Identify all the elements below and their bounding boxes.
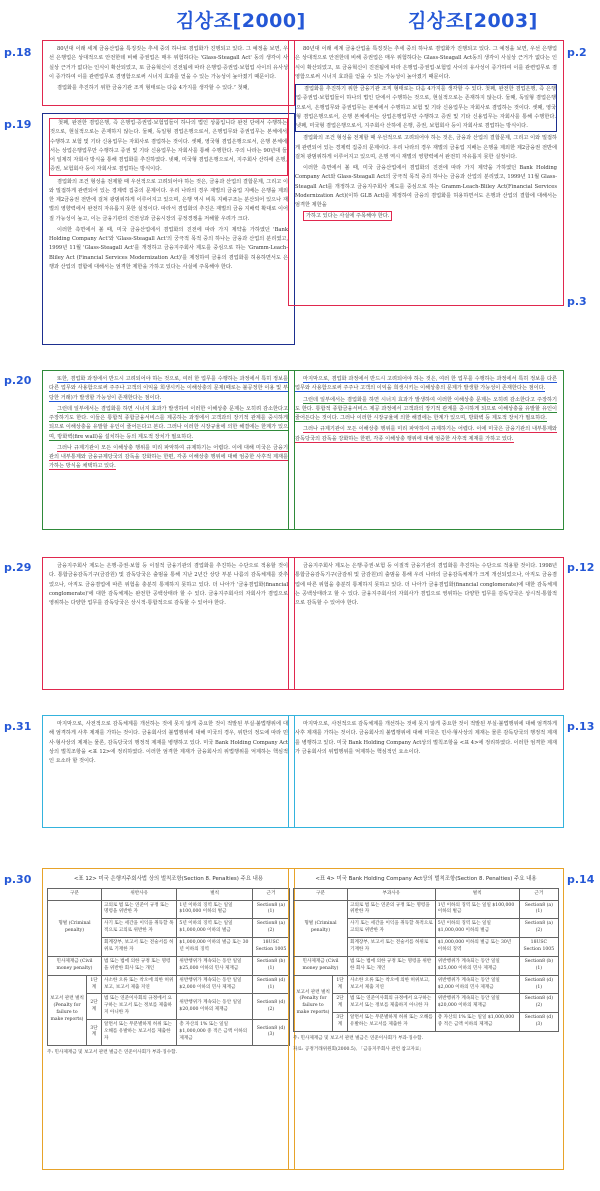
col-header: 벌칙: [435, 888, 519, 900]
penalty-table-right: [293, 888, 559, 1032]
table-cell: 총 자산의 1% 또는 일일 $1,000,000 중 적은 금액 이하의 제재금: [435, 1013, 519, 1032]
right-text-block-p3b: [288, 370, 564, 530]
col-header: 구분: [294, 888, 348, 900]
table-row: [294, 956, 559, 975]
table-cell: 형벌 (Criminal penalty): [294, 900, 348, 956]
table-cell: Section8 (b)(1): [519, 956, 558, 975]
table-cell: 1단계: [333, 975, 348, 994]
table-cell: 3단계: [87, 1020, 102, 1046]
table-cell: 사기 또는 세간을 이익을 취득할 목적으로 고의로 위반한 자: [102, 919, 177, 938]
page-label-p14: p.14: [567, 873, 595, 886]
table-row: [48, 975, 290, 994]
paragraph: [49, 375, 288, 403]
table-cell: 1년 이하의 징역 또는 일일 $100,000 이하의 벌금: [177, 900, 252, 919]
table-title: <표 12> 미국 은행지주회사법 상의 벌칙조항(Section 8. Penalties) 주요 내용: [73, 876, 264, 882]
table-cell: 위반행위가 계속되는 동안 일일 $20,000 이하의 제재금: [177, 994, 252, 1020]
paragraph: 겸업화의 조건 형성을 전제할 때 우선적으로 고려되어야 하는 것은, 금융과 산업의 결합문제, 그리고 이와 밀접하게 관련되어 있는 경제력 집중의 문제이다. 우리 나라의 경우 재벌의 금융업 지배는 은행을 제외한 제2금융권 전반에 걸쳐 광범위하게 이루어지고 있으며, 은행 역시 비록 지배구조는 분산되어 있으나 재벌의 영향력에서 완전히 자유롭지 못한 실정이다. 따라서 겸업화의 추진은 재벌의 금융 지배력 확대로 이어질 가능성이 높고, 이는 금융기관의 건전성과 금융시장의 공정경쟁을 저해할 우려가 크다.: [49, 178, 288, 222]
page-label-p18: p.18: [4, 46, 32, 59]
table-cell: Section8 (d)(3): [519, 1013, 558, 1032]
page-label-p30: p.30: [4, 873, 32, 886]
table-cell: 1단계: [87, 975, 102, 994]
table-header-row: [294, 888, 559, 900]
table-cell: Section8 (b)(1): [252, 956, 289, 975]
col-header: 위반사유: [102, 888, 177, 900]
paragraph-highlighted: 첫째, 완전한 겸업은행, 즉 은행업·증권업·보험업들이 하나의 법인 상품입니다 완전 단에서 수행하는 것으로, 현실적으로는 존재하지 않는다. 둘째, 독일형 겸업은행으로서, 은행업무와 증권업무는 본체에서 수행하고 보험 및 기타 신용업무는 자회사로 겸업하는 것이다. 셋째, 영국형 겸업은행으로서, 은행 본체에서는 상업은행업무만 수행하고 증권 및 기타 신용업무는 자회사를 통해 수행한다. 주의 나라는 90년대 들어 일제히 자회사 방식을 통해 겸업화를 추진하였다. 넷째, 미국형 겸업은행으로서, 지주회사 산하에 은행, 증권, 보험회사 등이 자회사로 겸업하는 방식이다.: [49, 118, 288, 176]
table-cell: 형벌 (Criminal penalty): [48, 900, 102, 956]
table-cell: 위반행위가 계속되는 동안 일일 $25,000 이하의 민사 제재금: [177, 956, 252, 975]
page-label-p31: p.31: [4, 720, 32, 733]
table-cell: $1,000,000 이하의 벌금 또는 30년 이하의 징역: [435, 938, 519, 957]
left-text-block-p31: [42, 715, 295, 828]
page-label-p19: p.19: [4, 118, 32, 131]
table-cell: 3단계: [333, 1013, 348, 1032]
paragraph-tail: [295, 212, 557, 221]
table-cell: Section8 (d)(2): [519, 994, 558, 1013]
underlined-text: 마지막으로, 겸업화 과정에서 반드시 고려되어야 하는 것은, 여러 한 업무를 수행하는 과정에서 특히 정보를 다른 업무와 사용함으로써 주주나 고객의 이익을 희생시키는 이해상충의 문제가 발생할 가능성이 존재한다는 점이다.: [295, 376, 557, 392]
right-text-block-p2: [288, 40, 564, 306]
table-cell: 1년 이하의 징역 또는 일일 $100,000 이하의 벌금: [435, 900, 519, 919]
paragraph: 80년대 이래 세계 금융산업을 특징짓는 추세 중의 하나로 겸업화가 진행되고 있다. 그 예정을 보면, 우선 은행업은 상대적으로 안전한데 비해 증권업은 매우 위험하다는 Glass-Steagall Act동의 생각이 사실상 근거가 없다는 인식이 확산되었고, 또 금융혁신이 진전됨에 따라 은행업·증권업·보험업 사이의 유사성이 증가하여 이를 관련업무로 겸영함으로써 시너지 효과를 얻을 수 있는 가능성이 높아졌기 때문이다.: [295, 46, 557, 80]
paragraph: 금융지주회사 제도는 은행·증권·보험 등 이질적 금융기관의 겸업화를 추진하는 수단으로 적용할 것이다. 1998년 통합금융감독기구(금감위 및 금감원)의 출범을 통해 우리 나라의 금융감독체계가 크게 개선되었으나, 아직도 금융겸업에 따른 위험을 충분히 통제하지 못하고 있다. 더 나아가 금융겸업화(financial conglomerate)에 대한 감독체계는 공백상태라고 할 수 있다. 금융지주회사의 자회사가 겸업으로 영위하는 다양한 업무를 감독당국은 상시적·통합적으로 감독할 수 있어야 한다.: [295, 563, 557, 606]
paragraph-highlighted: 겸업화를 추진하기 위한 금융기관 조직 형태로는 다음 4가지를 생각할 수 있다. 첫째, 완전한 겸업은행, 즉 은행업·증권업·보험업들이 하나의 법인 단에서 수행하는 것으로, 현실적으로는 존재하지 않는다. 둘째, 독일형 겸업은행으로서, 은행업무와 증권업무는 본체에서 수행하고 보험 및 기타 신용업무는 자회사로 겸업하는 것이다. 셋째, 영국형 겸업은행으로서, 은행 본체에서는 상업은행업무만 수행하고 증권 및 기타 신용업무는 자회사를 통해 수행한다. 넷째, 미국형 겸업은행으로서, 지주회사 산하에 은행, 증권, 보험회사 등이 자회사로 겸업하는 방식이다.: [295, 84, 557, 132]
table-note: 주: 민사제재금 및 보고서 관련 벌금은 연준이사회가 부과·징수함.: [47, 1049, 178, 1055]
page-label-p12: p.12: [567, 561, 595, 574]
left-text-block-p18: [42, 40, 295, 106]
table-cell: 위반행위가 계속되는 동안 일일 $2,000 이하의 민사 제재금: [177, 975, 252, 994]
underlined-text: 그러나 규제기관이 모든 이해상충 행위를 미리 파악하여 규제하기는 어렵다. 이에 미국은 금융기관의 내부통제와 감독당국의 감독을 강화하는 한편, 각종 이해상충 행위에 대해 엄중한 사후적 제재를 가하고 있다.: [295, 426, 557, 442]
left-text-block-p19: [42, 113, 295, 345]
left-table-block-p30: [42, 868, 295, 1170]
paragraph: [295, 425, 557, 444]
table-row: [48, 956, 290, 975]
paragraph: 이러한 측면에서 볼 때, 미국 금융산업에서 겸업화의 진전에 따라 가지 제약을 가하였던 'Bank Holding Company Act'와 'Glass-Steagall Act'의 궁극적 목적 중의 하나는 금융과 산업의 분리였고, 1999년 11월 'Glass-Steagall Act'를 개정하고 금융지주회사 제도를 중심으로 하는 'Gramm-Leach-Bliley Act (Financial Services Modernization Act)'를 제정하여 금융의 겸업화를 허용하면서도 은행과 산업의 결합에 대해서는 엄격한 제한을 가하고 있다는 사실에 주목해야 한다.: [49, 226, 288, 270]
table-cell: Section8 (a)(2): [519, 919, 558, 938]
page-label-p3: p.3: [567, 295, 587, 308]
table-row: [294, 900, 559, 919]
table-cell: 5년 이하의 징역 또는 일일 $1,000,000 이하의 벌금: [177, 919, 252, 938]
table-cell: 사기 또는 세간을 이익을 취득할 목적으로 고의로 위반한 자: [348, 919, 436, 938]
underlined-text: 또한, 겸업화 과정에서 반드시 고려되어야 하는 것으로, 여러 한 업무를 수행하는 과정에서 특히 정보를 다른 업무와 사용함으로써 주주나 고객의 이익을 희생시키는 이해상충의 문제(때로는 불공정한 이용 및 부당한 거래)가 발생할 가능성이 존재한다는 점이다.: [49, 376, 288, 401]
table-cell: 2단계: [87, 994, 102, 1020]
paragraph: [49, 444, 288, 472]
left-text-block-p20: [42, 370, 295, 530]
underlined-text: 그런데 일부에서는 겸업화를 하면 시너지 효과가 발생하여 이러한 이해상충 문제는 오히려 감소한다고 주장하기도 한다. 통합적 종합금융서비스 제공 과정에서 고객과의 장기적 관계를 중시하게 되므로 이해상충을 유발할 유인이 줄어든다는 것이다. 그러나 이러한 시장규율에 의한 해결에는 한계가 있으며, 방화벽 등 제도적 장치가 필요하다.: [295, 396, 557, 421]
paragraph: 금융지주회사 제도는 은행·증권·보험 등 이질적 금융기관의 겸업화를 추진하는 수단으로 적용할 것이다. 통합금융감독기구(금감원) 및 감독당국은 출범을 통해 지난 2년간 상당 부분 나름의 감독체계를 갖추었으나, 아직도 금융겸업에 따른 위험을 충분히 통제하지 못하고 있다. 더 나아가 '금융겸업화(financial conglomerate)'에 대한 감독체계는 완전한 공백상태라 할 수 있다. 금융지주회사의 자회사가 겸업으로 영위하는 다양한 업무를 감독당국은 상시적·통합적으로 감독할 수 있어야 한다.: [49, 563, 288, 606]
table-cell: Section8 (a)(1): [519, 900, 558, 919]
underlined-text: 그런데 일부에서는 겸업화를 하면 시너지 효과가 발생하여 이러한 이해상충 문제는 오히려 감소한다고 주장하기도 한다. 이들은 통합적 종합금융서비스를 제공하는 과정에서 고객과의 장기적 관계를 중시하게 되므로 이해상충을 유발할 유인이 줄어든다고 본다. 그러나 이러한 시장규율에 의한 해결에는 한계가 있으며, 방화벽(fire wall)을 설치하는 등의 제도적 장치가 필요하다.: [49, 405, 288, 440]
table-cell: 18USC Section 1005: [519, 938, 558, 957]
table-row: [294, 994, 559, 1013]
table-cell: 민사제재금 (Civil money penalty): [48, 956, 102, 975]
col-header: 구분: [48, 888, 102, 900]
table-cell: 법 또는 연준이사회의 규정에서 요구하는 보고서 또는 정보를 제출하지 아니한 자: [348, 994, 436, 1013]
col-header: 부과사유: [348, 888, 436, 900]
left-text-block-p29: [42, 557, 295, 690]
paragraph: [49, 405, 288, 442]
penalty-table-left: [47, 888, 290, 1046]
paragraph: [295, 375, 557, 394]
table-cell: 2단계: [333, 994, 348, 1013]
paragraph: 마지막으로, 사전적으로 감독체계를 개선하는 것에 못지 않게 중요한 것이 적발된 부실·불법행위에 대해 엄격하게 사후 제재를 가하는 것이다. 금융회사의 불법행위에 대해 미국의 경우, 위반의 정도에 따라 민사·형사상의 제재는 물론, 감독당국의 행정적 제재를 병행하고 있다. 미국 Bank Holding Company Act상의 벌칙조항을 <표 12>에 정리하였다. 이러한 엄격한 제재가 금융회사의 위법행위를 억제하는 핵심적인 요소라 할 것이다.: [49, 721, 288, 764]
table-header-row: [48, 888, 290, 900]
table-note: 주: 민사제재금 및 보고서 관련 벌금은 연준이사회가 부과·징수함.: [293, 1035, 424, 1041]
table-row: [294, 1013, 559, 1032]
table-row: [48, 900, 290, 919]
col-header: 근거: [252, 888, 289, 900]
header-right: 김상조[2003]: [408, 10, 538, 32]
right-text-block-p12: [288, 557, 564, 690]
header-left: 김상조[2000]: [176, 10, 306, 32]
table-source: 자료: 공정거래위원회(2000.5), 「금융지주회사 관련 참고자료」: [293, 1047, 424, 1053]
table-cell: Section8 (d)(1): [252, 975, 289, 994]
table-row: [294, 975, 559, 994]
table-cell: 보고서 관련 벌칙 (Penalty for failure to make reports): [48, 975, 87, 1045]
table-cell: Section8 (d)(2): [252, 994, 289, 1020]
paragraph: [295, 396, 557, 424]
highlighted-phrase: 가하고 있다는 사실에 주목해야 한다.: [303, 211, 392, 221]
table-cell: 고의로 법 또는 연준이 규정 또는 명령을 위반한 자: [102, 900, 177, 919]
table-cell: 사소한 오류 또는 착오에 의한 허위보고, 보고서 제출 지연: [348, 975, 436, 994]
page-label-p2: p.2: [567, 46, 587, 59]
page-label-p29: p.29: [4, 561, 32, 574]
table-cell: 고의로 법 또는 연준의 규정 또는 명령을 위반한 자: [348, 900, 436, 919]
table-cell: 법 또는 법에 의한 규정 또는 명령을 위반한 회사 또는 개인: [348, 956, 436, 975]
col-header: 벌칙: [177, 888, 252, 900]
table-cell: 18USC Section 1005: [252, 938, 289, 957]
table-cell: 위반행위가 계속되는 동안 일일 $25,000 이하의 민사 제재금: [435, 956, 519, 975]
table-cell: 법 또는 연준이사회의 규정에서 요구하는 보고서 또는 정보를 제출하지 아니한 자: [102, 994, 177, 1020]
table-cell: 총 자산의 1% 또는 일일 $1,000,000 중 적은 금액 이하의 제재금: [177, 1020, 252, 1046]
right-table-block-p14: [288, 868, 564, 1170]
page-label-p20: p.20: [4, 374, 32, 387]
page-label-p13: p.13: [567, 720, 595, 733]
paragraph: 80년대 이래 세계 금융산업을 특징짓는 추세 중의 하나로 겸업화가 진행되고 있다. 그 예정을 보면, 우선 은행업은 상대적으로 안전한데 비해 증권업은 매우 위험하다는 'Glass-Steagall Act' 동의 생각이 사실상 근거가 없다는 인식이 확산되었고, 또 금융혁신이 진전됨에 따라 은행업·증권업·보험업 사이의 유사성이 증가하여 이를 관련업무로 겸영함으로써 시너지 효과를 얻을 수 있는 가능성이 높아졌기 때문이다.: [49, 46, 288, 80]
table-cell: Section8 (d)(3): [252, 1020, 289, 1046]
table-cell: 알면서 또는 무분별하게 허위 또는 오해를 유발하는 보고서를 제출한 자: [348, 1013, 436, 1032]
table-cell: 5년 이하의 징역 또는 일일 $1,000,000 이하의 벌금: [435, 919, 519, 938]
col-header: 근거: [519, 888, 558, 900]
paragraph: 마지막으로, 사전적으로 감독체계를 개선하는 것에 못지 않게 중요한 것이 적발된 부실·불법행위에 대해 엄격하게 사후 제재를 가하는 것이다. 금융회사의 불법행위에 대해 미국은 민사·형사상의 제재는 물론 감독당국의 행정적 제재를 병행하고 있다. 미국 Bank Holding Company Act상의 벌칙조항을 <표 4>에 정리하였다. 이러한 엄격한 제재가 금융회사의 위법행위를 억제하는 핵심적인 요소이다.: [295, 721, 557, 755]
table-title: <표 4> 미국 Bank Holding Company Act상의 벌칙조항(Section 8. Penalties) 주요 내용: [315, 876, 537, 882]
paragraph: 겸업화를 추진하기 위한 금융기관 조직 형태로는 다음 4가지를 생각할 수 있다.⁷ 첫째,: [57, 85, 250, 91]
paragraph: 이러한 측면에서 볼 때, 미국 금융산업에서 겸업화의 진전에 따라 가지 제약을 가하였던 Bank Holding Company Act와 Glass-Steagall Act의 궁극적 목적 중의 하나는 금융과 산업의 분리였고, 1999년 11월 Glass-Steagall Act를 개정하고 금융지주회사 제도를 중심으로 하는 Gramm-Leach-Bliley Act(Financial Services Modernization Act)(이하 GLB Act)를 제정하여 금융의 겸업화를 허용하면서도 은행과 산업의 결합에 대해서는 엄격한 제한을: [295, 165, 557, 208]
table-cell: 회계장부, 보고서 또는 전술서를 허위로 기재한 자: [348, 938, 436, 957]
table-cell: $1,000,000 이하의 벌금 또는 30년 이하의 징역: [177, 938, 252, 957]
table-cell: 보고서 관련 벌칙 (Penalty for failure to make reports): [294, 975, 333, 1031]
table-cell: 회계장부, 보고서 또는 전술서를 허위로 기재한 자: [102, 938, 177, 957]
paragraph: 겸업화의 조건 형성을 전제할 때 우선적으로 고려되어야 하는 것은, 금융과 산업의 결합문제, 그리고 이와 밀접하게 관련되어 있는 경제력 집중의 문제이다. 우리 나라의 경우 재벌의 금융업 지배는 은행을 제외한 제2금융권 전반에 걸쳐 광범위하게 이루어지고 있으며, 은행 역시 재벌의 영향력에서 완전히 자유롭지 못한 실정이다.: [295, 135, 557, 160]
right-text-block-p13: [288, 715, 564, 828]
table-cell: 민사제재금 (Civil money penalty): [294, 956, 348, 975]
table-cell: 위반행위가 계속되는 동안 일일 $2,000 이하의 민사 제재금: [435, 975, 519, 994]
underlined-text: 그러나 규제기관이 모든 이해상충 행위를 미리 파악하여 규제하기는 어렵다. 이에 대해 미국은 금융기관의 내부통제와 금융규제당국의 감독을 강화하는 한편, 각종 이해상충 행위에 대해 엄중한 사후적 제재를 가하는 방식을 채택하고 있다.: [49, 444, 288, 470]
table-cell: 사소한 오류 또는 착오에 의한 허위보고, 보고서 제출 지연: [102, 975, 177, 994]
table-cell: Section8 (a)(2): [252, 919, 289, 938]
table-cell: 위반행위가 계속되는 동안 일일 $20,000 이하의 제재금: [435, 994, 519, 1013]
table-cell: 알면서 또는 무분별하게 허위 또는 오해를 유발하는 보고서를 제출한 자: [102, 1020, 177, 1046]
table-cell: Section8 (d)(1): [519, 975, 558, 994]
table-cell: Section8 (a)(1): [252, 900, 289, 919]
table-cell: 법 또는 법에 의한 규정 또는 명령을 위반한 회사 또는 개인: [102, 956, 177, 975]
